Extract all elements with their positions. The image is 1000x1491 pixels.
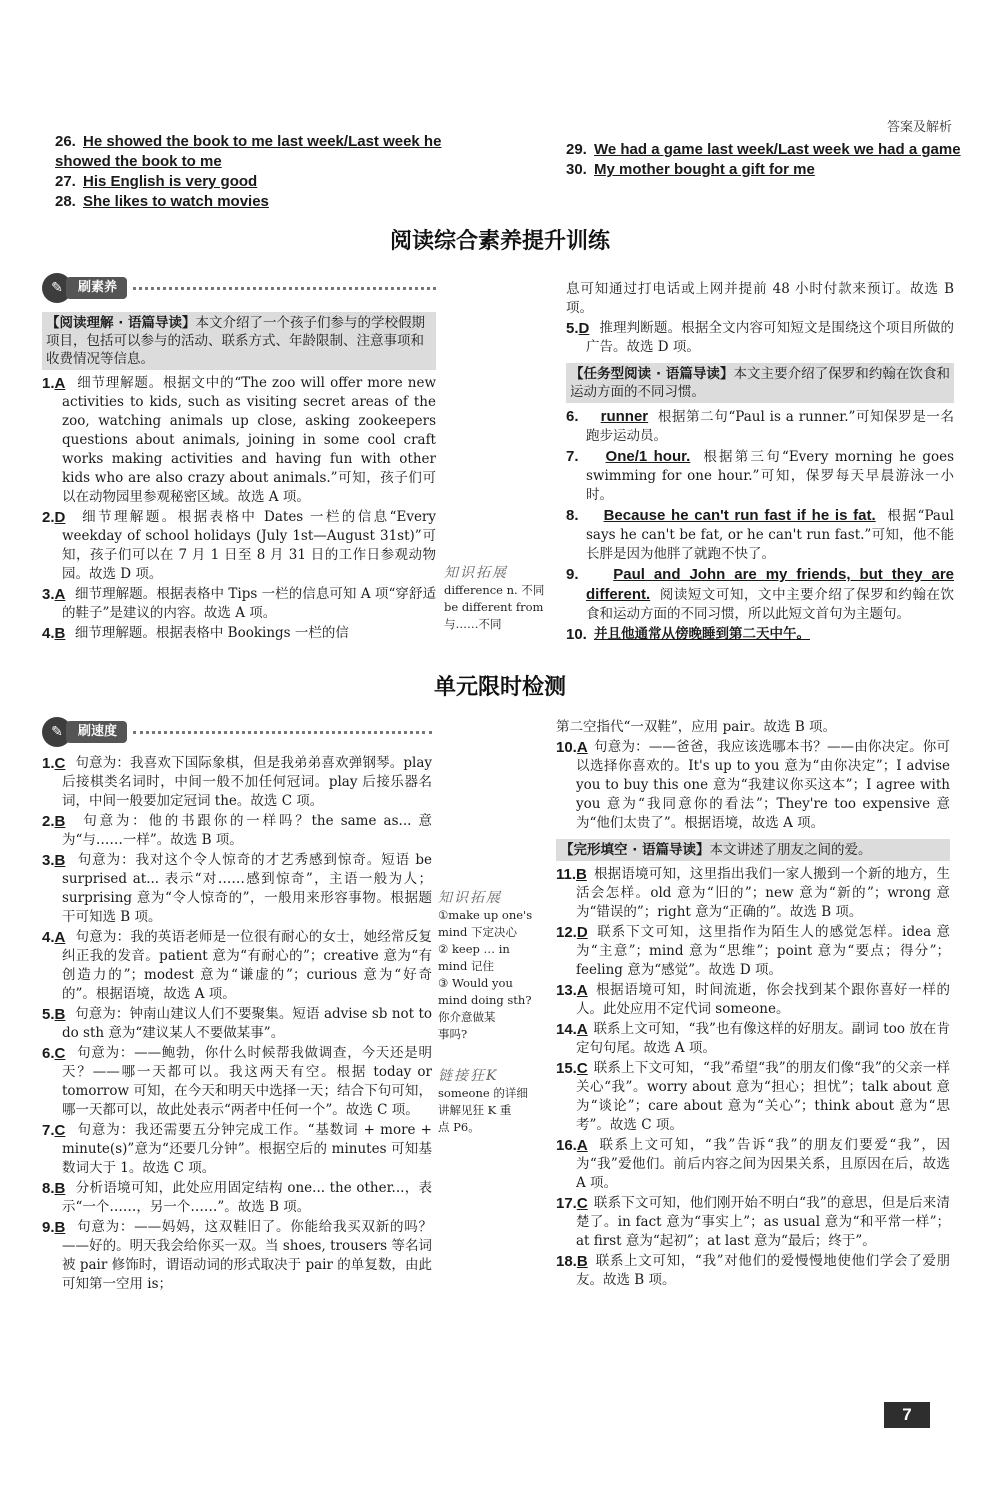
- list-item: 8.B 分析语境可知，此处应用固定结构 one... the other...，表示“一个……，另一个……”。故选 B 项。: [42, 1180, 433, 1215]
- list-item: 8. Because he can't run fast if he is fat. 根据“Paul says he can't be fat, or he can't run fast.”可知，他不能长胖是因为他胖了就跑不快了。: [566, 507, 954, 562]
- list-item: 10. 并且他通常从傍晚睡到第二天中午。: [566, 626, 810, 643]
- answer-26: 26. He showed the book to me last week/Last week he showed the book to me: [55, 133, 442, 170]
- answer-27: 27. His English is very good: [55, 173, 258, 190]
- list-item: 4.B 细节理解题。根据表格中 Bookings 一栏的信: [42, 625, 349, 642]
- dotted-divider: [133, 731, 432, 734]
- answer-29: 29. We had a game last week/Last week we had a game: [566, 141, 961, 158]
- section2-side-note-1: 知识拓展 ①make up one's mind 下定决心 ② keep … in mind 记住 ③ Would you mind doing sth? 你介意做某 事吗?: [438, 890, 548, 1043]
- section1-title: 阅读综合素养提升训练: [389, 229, 610, 254]
- section2-guide2: 【完形填空 · 语篇导读】本文讲述了朋友之间的爱。: [556, 839, 950, 861]
- list-item: 14.A 联系上文可知，“我”也有像这样的好朋友。副词 too 放在肯定句句尾。故选 A 项。: [556, 1021, 950, 1056]
- list-item: 16.A 联系上文可知，“我”告诉“我”的朋友们要爱“我”，因为“我”爱他们。前后内容之间为因果关系，且原因在后，故选 A 项。: [556, 1137, 950, 1191]
- section2-right-column: [556, 718, 950, 1291]
- list-item: 3.A 细节理解题。根据表格中 Tips 一栏的信息可知 A 项“穿舒适的鞋子”是建议的内容。故选 A 项。: [42, 586, 436, 621]
- section1-guide2: 【任务型阅读 · 语篇导读】本文主要介绍了保罗和约翰在饮食和运动方面的不同习惯。: [566, 363, 954, 403]
- list-item: 7.C 句意为：我还需要五分钟完成工作。“基数词 + more + minute(s)”意为“还要几分钟”。根据空后的 minutes 可知基数词大于 1。故选 C 项。: [42, 1122, 432, 1176]
- section1-guide: 【阅读理解 · 语篇导读】本文介绍了一个孩子们参与的学校假期项目，包括可以参与的活动、联系方式、年龄限制、注意事项和收费情况等信息。: [42, 312, 436, 370]
- pencil-icon: ✎: [42, 273, 72, 303]
- section2-side-note-2: 链接狂K someone 的详细 讲解见狂 K 重 点 P6。: [438, 1068, 548, 1136]
- header-label: 答案及解析: [886, 120, 952, 135]
- note-heading: 知识拓展: [444, 565, 508, 581]
- note-heading: 知识拓展: [438, 890, 502, 906]
- list-item: 18.B 联系上文可知，“我”对他们的爱慢慢地使他们学会了爱朋友。故选 B 项。: [556, 1253, 950, 1288]
- list-item: 12.D 联系下文可知，这里指作为陌生人的感觉怎样。idea 意为“主意”；mind 意为“思维”；point 意为“要点；得分”；feeling 意为“感觉”。故选 D 项。: [556, 924, 950, 978]
- section2-title: 单元限时检测: [433, 675, 566, 700]
- list-item: 4.A 句意为：我的英语老师是一位很有耐心的女士，她经常反复纠正我的发音。patient 意为“有耐心的”；creative 意为“有创造力的”；modest 意为“谦虚的”；curious 意为“好奇的”。根据语境，故选 A 项。: [42, 929, 432, 1002]
- pencil-icon: ✎: [42, 717, 72, 747]
- list-item: 3.B 句意为：我对这个令人惊奇的才艺秀感到惊奇。短语 be surprised at... 表示“对……感到惊奇”，主语一般为人；surprising 意为“令人惊奇的”，一般用来形容事物。根据题干可知选 B 项。: [42, 852, 433, 925]
- section1-left-items: [42, 374, 436, 643]
- continued-text: 息可知通过打电话或上网并提前 48 小时付款来预订。故选 B 项。: [566, 281, 954, 316]
- list-item: 13.A 根据语境可知，时间流逝，你会找到某个跟你喜好一样的人。此处应用不定代词 someone。: [556, 982, 951, 1017]
- list-item: 10.A 句意为：——爸爸，我应该选哪本书？——由你决定。你可以选择你喜欢的。It's up to you 意为“由你决定”；I advise you to buy this one 意为“我建议你买这本”；I agree with you 意为“我同意你的看法”；They're too expensive 意为“他们太贵了”。根据语境，故选 A 项。: [556, 739, 950, 831]
- top-answers-right: [566, 140, 961, 180]
- list-item: 2.B 句意为：他的书跟你的一样吗？the same as... 意为“与……一样”。故选 B 项。: [42, 813, 432, 848]
- list-item: 2.D 细节理解题。根据表格中 Dates 一栏的信息“Every weekday of school holidays (July 1st—August 31st)”可知，孩子们可以在 7 月 1 日至 8 月 31 日的工作日参观动物园。故选 D 项。: [42, 509, 437, 582]
- page-number: 7: [884, 1402, 930, 1428]
- section2-left-items: [42, 754, 432, 1294]
- badge-label: 刷速度: [66, 721, 127, 743]
- list-item: 17.C 联系下文可知，他们刚开始不明白“我”的意思，但是后来清楚了。in fact 意为“事实上”；as usual 意为“和平常一样”；at first 意为“起初”；at last 意为“最后；终于”。: [556, 1195, 950, 1249]
- section1-side-note: 知识拓展 difference n. 不同 be different from 与……不同: [444, 565, 552, 633]
- answer-30: 30. My mother bought a gift for me: [566, 161, 815, 178]
- continued-text: 第二空指代“一双鞋”，应用 pair。故选 B 项。: [556, 719, 837, 735]
- top-answers-left: [55, 132, 450, 212]
- dotted-divider: [133, 287, 436, 290]
- list-item: 5.D 推理判断题。根据全文内容可知短文是围绕这个项目所做的广告。故选 D 项。: [566, 320, 955, 355]
- list-item: 5.B 句意为：钟南山建议人们不要聚集。短语 advise sb not to do sth 意为“建议某人不要做某事”。: [42, 1006, 432, 1041]
- list-item: 6. runner 根据第二句“Paul is a runner.”可知保罗是一名跑步运动员。: [566, 408, 955, 444]
- list-item: 9.B 句意为：——妈妈，这双鞋旧了。你能给我买双新的吗？——好的。明天我会给你买一双。当 shoes, trousers 等名词被 pair 修饰时，谓语动词的形式取决于 pair 的单复数，由此可知第一空用 is；: [42, 1219, 433, 1292]
- answer-28: 28. She likes to watch movies: [55, 193, 269, 210]
- list-item: 1.C 句意为：我喜欢下国际象棋，但是我弟弟喜欢弹钢琴。play 后接棋类名词时，中间一般不加任何冠词。play 后接乐器名词，中间一般要加定冠词 the。故选 C 项。: [42, 755, 432, 809]
- section1-right-column: [566, 280, 954, 645]
- list-item: 6.C 句意为：——鲍勃，你什么时候帮我做调查，今天还是明天？——哪一天都可以。我这两天有空。根据 today or tomorrow 可知，在今天和明天中选择一天；结合下句可知，哪一天都可以，故此处表示“两者中任何一个”。故选 C 项。: [42, 1045, 433, 1118]
- list-item: 7. One/1 hour. 根据第三句“Every morning he goes swimming for one hour.”可知，保罗每天早晨游泳一小时。: [566, 448, 955, 503]
- note-heading: 链接狂K: [438, 1068, 499, 1084]
- section1-left-column: [42, 276, 436, 644]
- list-item: 11.B 根据语境可知，这里指出我们一家人搬到一个新的地方，生活会怎样。old 意为“旧的”；new 意为“新的”；wrong 意为“错误的”；right 意为“正确的”。故选 B 项。: [556, 866, 951, 920]
- section2-left-column: [42, 720, 432, 1295]
- section1-badge: [42, 276, 436, 300]
- list-item: 1.A 细节理解题。根据文中的“The zoo will offer more new activities to kids, such as visiting secret areas of the zoo, watching animals up close, asking zookeepers questions about animals, joining in some cool craft works making activities and having fun with other kids who are also crazy about animals.”可知，孩子们可以在动物园里参观秘密区域。故选 A 项。: [42, 375, 436, 505]
- section2-badge: [42, 720, 432, 744]
- list-item: 9. Paul and John are my friends, but they are different. 阅读短文可知，文中主要介绍了保罗和约翰在饮食和运动方面的不同习惯，所以此短文首句为主题句。: [566, 566, 955, 622]
- list-item: 15.C 联系上下文可知，“我”希望“我”的朋友们像“我”的父亲一样关心“我”。worry about 意为“担心；担忧”；talk about 意为“谈论”；care about 意为“关心”；think about 意为“思考”。故选 C 项。: [556, 1060, 950, 1133]
- badge-label: 刷素养: [66, 277, 127, 299]
